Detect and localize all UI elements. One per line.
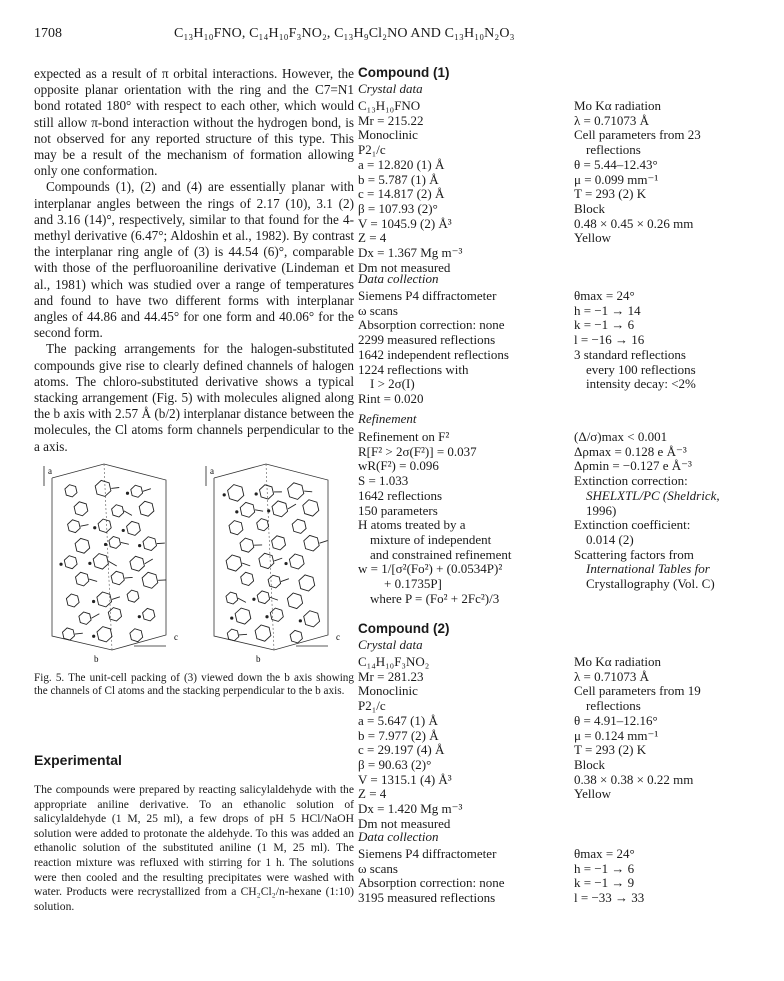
theta-range: θ = 4.91–12.16° — [574, 712, 658, 728]
compound-1-title: Compound (1) — [358, 65, 450, 80]
refinement-left — [358, 430, 512, 606]
extinction-year: 1996) — [586, 502, 617, 518]
goodness-of-fit: S = 1.033 — [358, 473, 409, 489]
measured-refl: 3195 measured reflections — [358, 890, 496, 906]
observed-criterion: I > 2σ(I) — [370, 376, 415, 392]
diffractometer: Siemens P4 diffractometer — [358, 288, 497, 303]
mu: μ = 0.099 mm⁻¹ — [574, 171, 659, 187]
density-x: Dx = 1.420 Mg m⁻³ — [358, 801, 463, 817]
size: 0.38 × 0.38 × 0.22 mm — [574, 771, 694, 787]
scan-type: ω scans — [358, 302, 398, 318]
weighting-cont: + 0.1735P] — [384, 576, 442, 592]
absorption: Absorption correction: none — [358, 317, 505, 333]
colour: Yellow — [574, 230, 611, 246]
data-collection-heading: Data collection — [358, 829, 439, 844]
compound-2-title: Compound (2) — [358, 621, 450, 636]
rho-min: Δρmin = −0.127 e Å⁻³ — [574, 458, 692, 474]
stereo-view-right — [206, 464, 328, 650]
cell-params-cont: reflections — [586, 698, 641, 714]
temperature: T = 293 (2) K — [574, 742, 647, 758]
cell-params-cont: reflections — [586, 142, 641, 158]
density-m: Dm not measured — [358, 259, 451, 275]
standard-freq: every 100 reflections — [586, 361, 696, 377]
stereo-view-left — [44, 464, 166, 650]
paragraph: expected as a result of π orbital interactions. However, the opposite planar orientation with the ring and the C7=N1 bond rotated 180° with respect to each other, which would still allow π-bond interaction without the hydrogen bond, is not observed for any reported structure of this type. This may be a result of the mechanism of formation allowing only one conformation. — [34, 66, 354, 179]
scattering-factors: Scattering factors from — [574, 546, 694, 562]
scattering-source: International Tables for — [586, 561, 710, 577]
theta-range: θ = 5.44–12.43° — [574, 156, 658, 172]
cell-beta: β = 107.93 (2)° — [358, 200, 438, 216]
axis-label-b-right: b — [256, 654, 261, 664]
radiation: Mo Kα radiation — [574, 98, 661, 113]
absorption: Absorption correction: none — [358, 875, 505, 891]
size: 0.48 × 0.45 × 0.26 mm — [574, 215, 694, 231]
crystal-data-left — [358, 655, 462, 831]
axis-label-a-left: a — [48, 466, 52, 476]
experimental-text: The compounds were prepared by reacting salicylaldehyde with the appropriate aniline derivative. To an ethanolic solution of salicylaldehyde (1 M, 25 ml), a few drops of pH 5 HCl/NaOH solution were added to protonate the aldehyde. To this was added an ethanolic solution of the substituted aniline (1 M, 25 ml). The reaction mixture was refluxed with stirring for 1 h. The solutions were then cooled and the resulting precipitates were washed with water. Products were recrystallized from a CH₂Cl₂/n-hexane (1:10) solution. — [34, 783, 354, 913]
intensity-decay: intensity decay: <2% — [586, 376, 696, 392]
crystal-data-right — [574, 655, 701, 802]
density-m: Dm not measured — [358, 815, 451, 831]
h-atoms-cont: and constrained refinement — [370, 546, 512, 562]
crystal-data-heading: Crystal data — [358, 637, 423, 652]
data-collection-heading: Data collection — [358, 271, 439, 286]
running-title: C₁₃H₁₀FNO, C₁₄H₁₀F₃NO₂, C₁₃H₉Cl₂NO AND C₁₃H₁₀N₂O₃ — [174, 26, 515, 41]
r-factor: R[F² > 2σ(F²)] = 0.037 — [358, 443, 477, 459]
crystal-data-left — [358, 99, 462, 275]
figure-5 — [34, 450, 352, 665]
theta-max: θmax = 24° — [574, 288, 635, 303]
parameters-count: 150 parameters — [358, 502, 438, 518]
axis-label-c-left: c — [174, 632, 178, 642]
mu: μ = 0.124 mm⁻¹ — [574, 727, 659, 743]
l-range: l = −16 → 16 — [574, 332, 645, 348]
h-range: h = −1 → 14 — [574, 302, 641, 318]
cell-params: Cell parameters from 23 — [574, 127, 701, 143]
figure-caption: Fig. 5. The unit-cell packing of (3) viewed down the b axis showing the channels of Cl atoms and the stacking perpendicular to the b axis. — [34, 672, 354, 698]
shape: Block — [574, 756, 606, 772]
diffractometer: Siemens P4 diffractometer — [358, 846, 497, 861]
crystal-system: Monoclinic — [358, 127, 418, 143]
z-value: Z = 4 — [358, 230, 387, 246]
data-collection-left — [358, 847, 505, 906]
unit-cell-packing-image — [34, 450, 352, 665]
crystal-data-right — [574, 99, 701, 246]
formula: C₁₄H₁₀F₃NO₂ — [358, 654, 430, 669]
cell-c: c = 29.197 (4) Å — [358, 742, 445, 758]
theta-max: θmax = 24° — [574, 846, 635, 861]
h-range: h = −1 → 6 — [574, 860, 635, 876]
wavelength: λ = 0.71073 Å — [574, 112, 650, 128]
density-x: Dx = 1.367 Mg m⁻³ — [358, 245, 463, 261]
scattering-source-cont: Crystallography (Vol. C) — [586, 576, 715, 592]
r-int: Rint = 0.020 — [358, 390, 424, 406]
crystal-system: Monoclinic — [358, 683, 418, 699]
axis-label-a-right: a — [210, 466, 214, 476]
refinement-on: Refinement on F² — [358, 429, 450, 444]
molar-mass: Mr = 281.23 — [358, 668, 424, 684]
temperature: T = 293 (2) K — [574, 186, 647, 202]
colour: Yellow — [574, 786, 611, 802]
body-text-left — [34, 66, 354, 455]
extinction-coefficient: Extinction coefficient: — [574, 517, 691, 533]
shape: Block — [574, 200, 606, 216]
observed-refl: 1224 reflections with — [358, 361, 469, 377]
space-group: P2₁/c — [358, 142, 386, 158]
refinement-heading: Refinement — [358, 411, 417, 426]
paragraph: Compounds (1), (2) and (4) are essentially planar with interplanar angles between the rings of 2.17 (10), 3.1 (2) and 3.16 (14)°, respectively, similar to that found for the 4-methyl derivative (6.47°; Aldoshin et al., 1982). By contrast the interplanar ring angle of (3) is 44.54 (6)°, comparable with those of the perfluoroaniline derivative (Lindeman et al., 1981) which was studied over a range of temperatures and found to have two different forms with interplanar angles of 44.86 and 44.45° for one form and 40.06° for the second form. — [34, 179, 354, 341]
rho-max: Δρmax = 0.128 e Å⁻³ — [574, 443, 687, 459]
space-group: P2₁/c — [358, 698, 386, 714]
extinction-program: SHELXTL/PC (Sheldrick, — [586, 487, 720, 503]
wavelength: λ = 0.71073 Å — [574, 668, 650, 684]
extinction-value: 0.014 (2) — [586, 531, 634, 547]
l-range: l = −33 → 33 — [574, 890, 645, 906]
data-collection-right — [574, 289, 696, 392]
paragraph: The packing arrangements for the halogen-substituted compounds give rise to clearly defined channels of halogen atoms. The chloro-substituted derivative shows a typical stacking arrangement (Fig. 5) with molecules aligned along the b axis with 2.57 Å (b/2) interplanar distance between the molecules, the Cl atoms form channels perpendicular to the a axis. — [34, 341, 354, 454]
cell-a: a = 12.820 (1) Å — [358, 156, 445, 172]
shift-esd: (Δ/σ)max < 0.001 — [574, 429, 668, 444]
axis-label-c-right: c — [336, 632, 340, 642]
reflections-count: 1642 reflections — [358, 487, 443, 503]
standard-refl: 3 standard reflections — [574, 346, 686, 362]
independent-refl: 1642 independent reflections — [358, 346, 509, 362]
molar-mass: Mr = 215.22 — [358, 112, 424, 128]
radiation: Mo Kα radiation — [574, 654, 661, 669]
crystal-data-heading: Crystal data — [358, 81, 423, 96]
k-range: k = −1 → 6 — [574, 317, 635, 333]
wr-factor: wR(F²) = 0.096 — [358, 458, 439, 474]
formula: C₁₃H₁₀FNO — [358, 98, 421, 113]
extinction-correction: Extinction correction: — [574, 473, 688, 489]
cell-c: c = 14.817 (2) Å — [358, 186, 445, 202]
cell-params: Cell parameters from 19 — [574, 683, 701, 699]
k-range: k = −1 → 9 — [574, 875, 635, 891]
scan-type: ω scans — [358, 860, 398, 876]
measured-refl: 2299 measured reflections — [358, 332, 496, 348]
weighting-where: where P = (Fo² + 2Fc²)/3 — [370, 590, 500, 606]
cell-b: b = 5.787 (1) Å — [358, 171, 439, 187]
page-number: 1708 — [34, 26, 62, 41]
h-atoms-cont: mixture of independent — [370, 531, 492, 547]
cell-volume: V = 1045.9 (2) Å³ — [358, 215, 452, 231]
cell-volume: V = 1315.1 (4) Å³ — [358, 771, 452, 787]
data-collection-right — [574, 847, 644, 906]
axis-label-b-left: b — [94, 654, 99, 664]
z-value: Z = 4 — [358, 786, 387, 802]
cell-b: b = 7.977 (2) Å — [358, 727, 439, 743]
weighting: w = 1/[σ²(Fo²) + (0.0534P)² — [358, 561, 503, 577]
data-collection-left — [358, 289, 509, 407]
refinement-right — [574, 430, 720, 592]
section-heading-experimental: Experimental — [34, 752, 122, 768]
cell-beta: β = 90.63 (2)° — [358, 756, 432, 772]
cell-a: a = 5.647 (1) Å — [358, 712, 438, 728]
h-atoms: H atoms treated by a — [358, 517, 466, 533]
